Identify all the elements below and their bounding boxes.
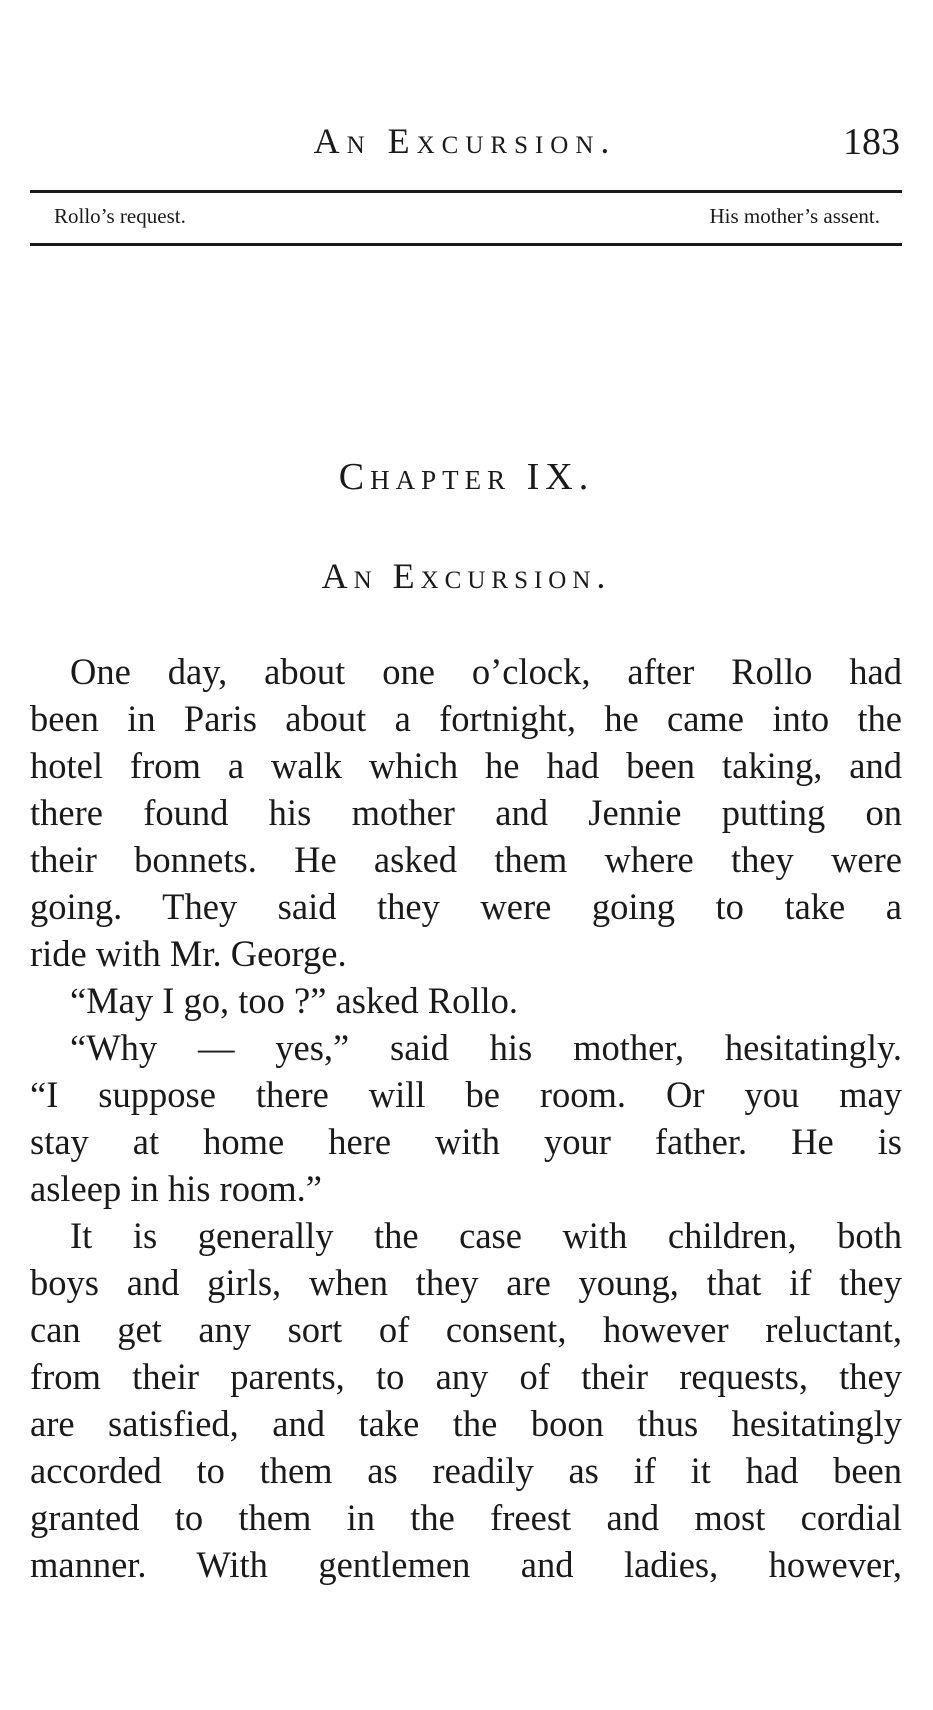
side-note-left: Rollo’s request. <box>54 204 186 228</box>
page-number: 183 <box>843 121 900 163</box>
text-line: accorded to them as readily as if it had been <box>30 1450 902 1491</box>
chapter-heading: Chapter IX. <box>338 456 595 498</box>
text-line: from their parents, to any of their requests, they <box>30 1356 902 1397</box>
text-line: manner. With gentlemen and ladies, however, <box>30 1544 902 1585</box>
text-line: “May I go, too ?” asked Rollo. <box>70 980 519 1021</box>
text-line: are satisfied, and take the boon thus hesitatingly <box>30 1403 902 1444</box>
text-line: their bonnets. He asked them where they were <box>30 839 902 880</box>
text-line: can get any sort of consent, however reluctant, <box>30 1309 902 1350</box>
text-line: there found his mother and Jennie putting on <box>30 792 902 833</box>
body-text <box>30 648 902 1588</box>
text-line: granted to them in the freest and most cordial <box>30 1497 902 1538</box>
text-line: “Why — yes,” said his mother, hesitatingly. <box>70 1027 902 1068</box>
text-line: One day, about one o’clock, after Rollo had <box>70 651 902 692</box>
running-title: An Excursion. <box>313 121 617 161</box>
text-line: hotel from a walk which he had been taking, and <box>30 745 902 786</box>
text-line: stay at home here with your father. He is <box>30 1121 902 1162</box>
side-notes <box>54 204 890 234</box>
running-head <box>30 120 900 170</box>
chapter-title: An Excursion. <box>321 556 612 596</box>
text-line: It is generally the case with children, both <box>70 1215 902 1256</box>
text-line: asleep in his room.” <box>30 1168 322 1209</box>
text-line: ride with Mr. George. <box>30 933 347 974</box>
text-line: boys and girls, when they are young, that if they <box>30 1262 902 1303</box>
text-line: “I suppose there will be room. Or you may <box>30 1074 902 1115</box>
text-line: going. They said they were going to take a <box>30 886 902 927</box>
side-note-right: His mother’s assent. <box>709 204 880 228</box>
text-line: been in Paris about a fortnight, he came into the <box>30 698 902 739</box>
header-rule-bottom <box>30 243 902 246</box>
header-rule-top <box>30 190 902 193</box>
